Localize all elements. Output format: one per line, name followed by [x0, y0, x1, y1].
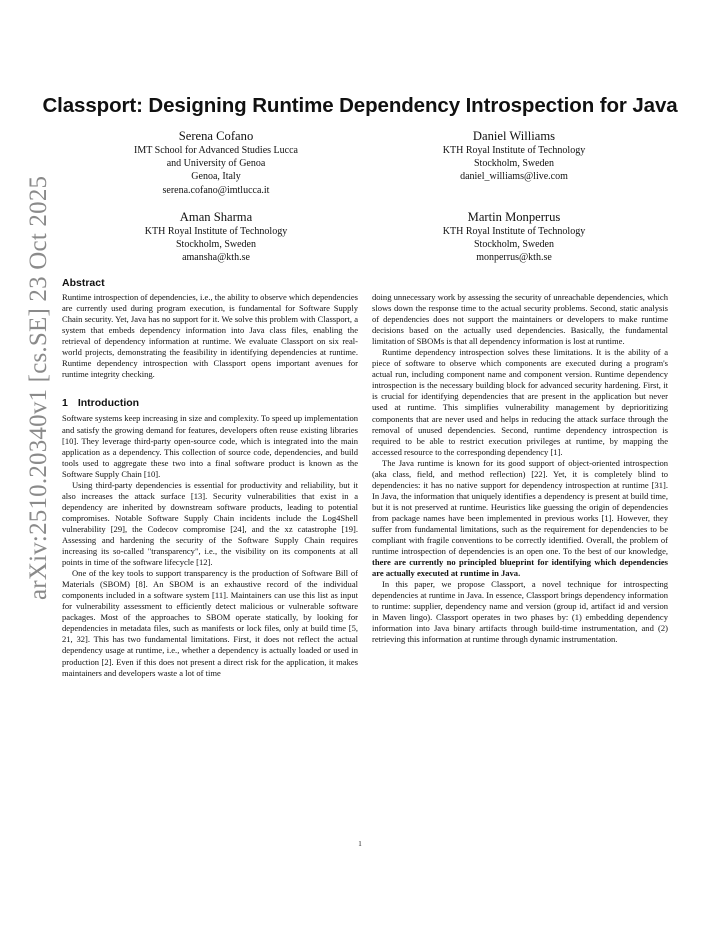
author-location: Stockholm, Sweden	[176, 239, 256, 251]
body-paragraph: One of the key tools to support transparency is the production of Software Bill of Materials (SBOM) [8]. An SBOM is an exhaustive record of the individual components included in a software system [11]. Maintainers can use this list as input for vulnerability assessment to efficiently detect malicious or vulnerable software packages. Most of the approaches to SBOM operate statically, by looking for dependencies in metadata files, such as manifests or lock files, only at build time [5, 21, 32]. This has two fundamental limitations. First, it does not reflect the actual dependency usage at runtime, i.e., whether a dependency is actually loaded or used in production [2]. Even if this does not present a direct risk for the application, it makes maintainers and developers waste a lot of time	[62, 568, 358, 678]
body-paragraph: doing unnecessary work by assessing the security of unreachable dependencies, which slows down the response time to the actual security problems. Second, static analysis of dependencies does not support the maintainers or developers to make runtime decisions based on the actually used dependencies. Basically, the fundamental limitation of SBOMs is that all dependency information is lost at runtime.	[372, 292, 668, 347]
author-name: Martin Monperrus	[467, 210, 561, 224]
right-column	[372, 292, 668, 646]
author-name: Daniel Williams	[472, 129, 556, 143]
author-affiliation: KTH Royal Institute of Technology	[144, 226, 288, 237]
arxiv-side-label: arXiv:2510.20340v1 [cs.SE] 23 Oct 2025	[25, 175, 52, 600]
author-block	[86, 209, 346, 265]
author-affiliation: and University of Genoa	[166, 158, 266, 170]
left-column	[62, 278, 358, 679]
author-block	[384, 209, 644, 265]
abstract-text: Runtime introspection of dependencies, i.e., the ability to observe which dependencies are currently used during program execution, is fundamental for Software Supply Chain security. Yet, Java has no support for it. We solve this problem with Classport, a system that embeds dependency information into Java class files, enabling the retrieval of dependency information at runtime. We evaluate Classport on six real-world projects, demonstrating the feasibility in identifying dependencies at runtime. Runtime dependency introspection with Classport opens important avenues for runtime integrity checking.	[62, 292, 358, 380]
author-affiliation: IMT School for Advanced Studies Lucca	[134, 145, 298, 156]
author-name: Serena Cofano	[178, 129, 254, 143]
abstract-heading: Abstract	[62, 277, 105, 289]
body-paragraph: Software systems keep increasing in size and complexity. To speed up implementation and satisfy the growing demand for features, developers often reuse existing libraries [10]. They leverage third-party open-source code, which is integrated into the main application as a dependency. This collection of source code, dependencies, and build tools used to aggregate these two into a final software product is known as the Software Supply Chain [10].	[62, 413, 358, 479]
page-number: 1	[358, 840, 362, 848]
author-email: monperrus@kth.se	[476, 252, 552, 264]
key-claim: there are currently no principled blueprint for identifying which dependencies are actually executed at runtime in Java.	[372, 557, 668, 579]
author-block	[86, 128, 346, 197]
body-paragraph: Using third-party dependencies is essential for productivity and reliability, but it also increases the attack surface [13]. Security vulnerabilities that exist in a dependency are inherited by downstream software products, leading to potential compromises. Notable Software Supply Chain incidents include the Log4Shell vulnerability [29], the Codecov compromise [24], and the xz catastrophe [19]. Assessing and hardening the security of the Software Supply Chain requires increasing its so-called "transparency", i.e., the visibility on its components at all points in time of the software lifecycle [12].	[62, 479, 358, 568]
body-paragraph: Runtime dependency introspection solves these limitations. It is the ability of a piece of software to observe which components are executed during a program's actual run, including component name and component version. Runtime dependency introspection is the necessary building block for advanced security hardening. First, it is crucial for identifying dependencies that are present in the application but never used at runtime. This simplifies vulnerability management by deprioritizing components that are never used and helps in reducing the attack surface through the removal of unused dependencies. Second, runtime dependency introspection is required to be able to restrict execution privileges at runtime, by mapping the accessed resource to the corresponding dependency [1].	[372, 347, 668, 457]
section-number: 1	[62, 397, 68, 410]
section-heading	[62, 398, 358, 409]
author-block	[384, 128, 644, 184]
paragraph-text: The Java runtime is known for its good support of object-oriented introspection (aka class, field, and method reflection) [22]. Yet, it is completely blind to dependencies: it has no native support for dependency introspection at runtime [31]. In Java, the information that uniquely identifies a dependency is present at build time, but it is not preserved at runtime. Heuristics like guessing the origin of dependencies from package names have been implemented in previous works [1]. However, they suffer from fundamental limitations, such as the requirement for dependencies to be compliant with fragile conventions to be correctly identified. Overall, the problem of runtime introspection of dependencies is an open one. To the best of our knowledge,	[372, 457, 668, 557]
author-affiliation: KTH Royal Institute of Technology	[442, 145, 586, 156]
paper-title: Classport: Designing Runtime Dependency Introspection for Java	[42, 94, 678, 117]
body-paragraph	[372, 458, 668, 580]
body-paragraph: In this paper, we propose Classport, a novel technique for introspecting dependencies at runtime in Java. In essence, Classport brings dependency information to runtime: supplier, dependency name and version (group id, artifact id and version in Maven lingo). Classport operates in two phases by: (1) embedding dependency information into Java binary artifacts through build-time instrumentation, and (2) retrieving this information at runtime through dynamic instrumentation.	[372, 579, 668, 645]
author-email: daniel_williams@live.com	[460, 171, 568, 183]
author-affiliation: KTH Royal Institute of Technology	[442, 226, 586, 237]
author-email: serena.cofano@imtlucca.it	[162, 184, 270, 196]
author-location: Stockholm, Sweden	[474, 158, 554, 170]
author-location: Genoa, Italy	[191, 171, 241, 183]
author-name: Aman Sharma	[179, 210, 253, 224]
author-email: amansha@kth.se	[182, 252, 250, 264]
author-location: Stockholm, Sweden	[474, 239, 554, 251]
section-title: Introduction	[77, 397, 140, 410]
